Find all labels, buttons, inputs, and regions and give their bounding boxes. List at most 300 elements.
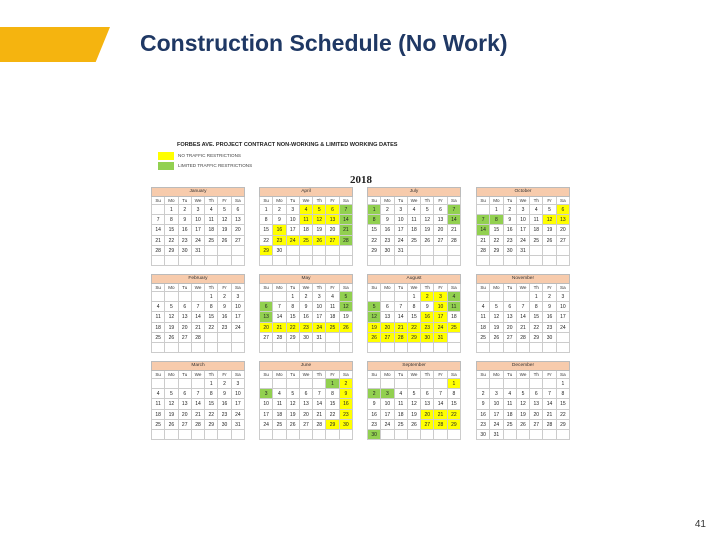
day-cell: 31 [517,246,530,256]
month-name: September [367,361,461,371]
day-cell: 14 [340,215,353,225]
day-cell: 16 [477,410,490,420]
day-cell: 9 [477,399,490,409]
day-cell: 26 [490,333,503,343]
weekday-label: Fr [326,284,339,292]
empty-day-cell [448,343,461,353]
day-cell: 4 [504,389,517,399]
day-cell: 27 [557,236,570,246]
weekday-label: Fr [543,284,556,292]
empty-day-cell [192,379,205,389]
day-cell: 15 [165,225,178,235]
day-cell: 20 [300,410,313,420]
empty-day-cell [313,343,326,353]
weekday-label: Tu [287,371,300,379]
day-cell: 29 [326,420,339,430]
day-cell: 23 [300,323,313,333]
day-cell: 30 [381,246,394,256]
day-cell: 1 [448,379,461,389]
day-cell: 23 [543,323,556,333]
day-cell: 8 [260,215,273,225]
empty-day-cell [165,379,178,389]
day-cell: 30 [504,246,517,256]
empty-day-cell [218,256,231,266]
day-cell: 15 [287,312,300,322]
day-cell: 7 [192,302,205,312]
day-cell: 30 [477,430,490,440]
day-cell: 17 [395,225,408,235]
empty-day-cell [421,256,434,266]
month-may [259,274,353,353]
day-cell: 2 [477,389,490,399]
weekday-label: We [408,197,421,205]
empty-day-cell [490,343,503,353]
day-cell: 28 [192,333,205,343]
weekday-label: Sa [232,284,245,292]
empty-day-cell [530,256,543,266]
day-cell: 8 [205,302,218,312]
day-cell: 14 [517,312,530,322]
empty-day-cell [152,256,165,266]
empty-day-cell [448,256,461,266]
month-january [151,187,245,266]
month-name: April [259,187,353,197]
empty-day-cell [434,343,447,353]
day-cell: 9 [421,302,434,312]
day-cell: 26 [340,323,353,333]
day-cell: 19 [165,410,178,420]
weekday-label: Su [152,371,165,379]
day-cell: 30 [218,420,231,430]
empty-day-cell [477,256,490,266]
weekday-label: Fr [326,197,339,205]
day-cell: 15 [260,225,273,235]
empty-day-cell [287,379,300,389]
day-cell: 13 [530,399,543,409]
day-cell: 13 [557,215,570,225]
day-cell: 25 [326,323,339,333]
weekday-label: Su [477,284,490,292]
day-cell: 5 [340,292,353,302]
day-cell: 12 [340,302,353,312]
empty-day-cell [408,343,421,353]
day-cell: 24 [287,236,300,246]
empty-day-cell [273,430,286,440]
empty-day-cell [504,292,517,302]
day-cell: 14 [434,399,447,409]
day-cell: 5 [165,302,178,312]
empty-day-cell [517,343,530,353]
day-cell: 3 [287,205,300,215]
calendar-document [149,135,573,445]
day-cell: 1 [165,205,178,215]
empty-day-cell [192,292,205,302]
document-heading: FORBES AVE. PROJECT CONTRACT NON-WORKING & LIMITED WORKING DATES [177,142,398,148]
weekday-label: Mo [273,197,286,205]
day-cell: 30 [543,333,556,343]
weekday-label: Th [313,197,326,205]
day-cell: 21 [434,410,447,420]
day-cell: 3 [490,389,503,399]
day-cell: 20 [504,323,517,333]
weekday-label: Tu [504,197,517,205]
day-cell: 12 [408,399,421,409]
day-cell: 29 [368,246,381,256]
day-cell: 20 [326,225,339,235]
day-cell: 12 [287,399,300,409]
empty-day-cell [368,256,381,266]
weekday-label: Sa [448,284,461,292]
weekday-label: Tu [395,284,408,292]
day-cell: 7 [517,302,530,312]
day-cell: 18 [205,225,218,235]
month-june [259,361,353,440]
day-cell: 14 [273,312,286,322]
weekday-label: Th [530,371,543,379]
day-cell: 12 [490,312,503,322]
day-cell: 30 [300,333,313,343]
month-days-grid [476,371,570,440]
day-cell: 16 [368,410,381,420]
day-cell: 14 [152,225,165,235]
day-cell: 19 [313,225,326,235]
day-cell: 28 [477,246,490,256]
weekday-label: Mo [381,371,394,379]
empty-day-cell [300,256,313,266]
weekday-label: Su [152,197,165,205]
day-cell: 26 [165,420,178,430]
day-cell: 23 [340,410,353,420]
day-cell: 6 [434,205,447,215]
empty-day-cell [287,256,300,266]
day-cell: 31 [232,420,245,430]
day-cell: 8 [326,389,339,399]
day-cell: 29 [287,333,300,343]
empty-day-cell [395,430,408,440]
day-cell: 2 [421,292,434,302]
day-cell: 11 [273,399,286,409]
day-cell: 16 [300,312,313,322]
day-cell: 25 [300,236,313,246]
day-cell: 15 [408,312,421,322]
weekday-label: Tu [395,197,408,205]
empty-day-cell [287,343,300,353]
weekday-label: Mo [273,284,286,292]
weekday-label: Fr [434,371,447,379]
empty-day-cell [408,246,421,256]
day-cell: 20 [421,410,434,420]
empty-day-cell [300,430,313,440]
day-cell: 17 [287,225,300,235]
slide-title: Construction Schedule (No Work) [140,30,508,56]
day-cell: 29 [205,420,218,430]
day-cell: 24 [490,420,503,430]
day-cell: 1 [408,292,421,302]
month-august [367,274,461,353]
day-cell: 17 [517,225,530,235]
day-cell: 21 [395,323,408,333]
day-cell: 11 [408,215,421,225]
empty-day-cell [530,430,543,440]
month-july [367,187,461,266]
weekday-label: Th [530,284,543,292]
day-cell: 29 [408,333,421,343]
day-cell: 2 [368,389,381,399]
day-cell: 9 [368,399,381,409]
day-cell: 1 [287,292,300,302]
day-cell: 17 [381,410,394,420]
day-cell: 25 [205,236,218,246]
weekday-label: Th [530,197,543,205]
empty-day-cell [490,379,503,389]
empty-day-cell [192,430,205,440]
empty-day-cell [260,256,273,266]
legend-limited-restrictions [158,161,252,170]
day-cell: 3 [395,205,408,215]
day-cell: 8 [165,215,178,225]
empty-day-cell [408,379,421,389]
day-cell: 27 [434,236,447,246]
empty-day-cell [287,430,300,440]
day-cell: 6 [381,302,394,312]
day-cell: 16 [179,225,192,235]
weekday-label: Mo [490,371,503,379]
day-cell: 7 [192,389,205,399]
empty-day-cell [232,430,245,440]
weekday-label: Sa [340,371,353,379]
day-cell: 28 [395,333,408,343]
day-cell: 23 [218,323,231,333]
weekday-label: We [408,284,421,292]
empty-day-cell [165,292,178,302]
empty-day-cell [287,246,300,256]
empty-day-cell [448,430,461,440]
day-cell: 16 [218,399,231,409]
empty-day-cell [179,256,192,266]
empty-day-cell [557,343,570,353]
day-cell: 8 [448,389,461,399]
day-cell: 6 [504,302,517,312]
day-cell: 7 [313,389,326,399]
day-cell: 4 [300,205,313,215]
day-cell: 28 [192,420,205,430]
day-cell: 3 [313,292,326,302]
day-cell: 20 [232,225,245,235]
day-cell: 25 [408,236,421,246]
empty-day-cell [260,430,273,440]
day-cell: 30 [273,246,286,256]
day-cell: 22 [205,323,218,333]
empty-day-cell [326,256,339,266]
legend-no-restrictions [158,151,241,160]
empty-day-cell [273,379,286,389]
empty-day-cell [504,343,517,353]
weekday-label: Su [368,371,381,379]
day-cell: 7 [477,215,490,225]
day-cell: 17 [260,410,273,420]
weekday-label: We [517,197,530,205]
day-cell: 16 [421,312,434,322]
day-cell: 6 [326,205,339,215]
day-cell: 20 [381,323,394,333]
empty-day-cell [260,292,273,302]
day-cell: 27 [421,420,434,430]
day-cell: 4 [395,389,408,399]
day-cell: 22 [287,323,300,333]
empty-day-cell [218,343,231,353]
empty-day-cell [218,246,231,256]
day-cell: 24 [517,236,530,246]
weekday-label: Sa [448,197,461,205]
weekday-label: Sa [232,197,245,205]
empty-day-cell [326,430,339,440]
day-cell: 18 [530,225,543,235]
empty-day-cell [152,292,165,302]
month-days-grid [259,197,353,266]
day-cell: 27 [232,236,245,246]
empty-day-cell [260,379,273,389]
empty-day-cell [165,343,178,353]
day-cell: 21 [517,323,530,333]
day-cell: 18 [152,323,165,333]
day-cell: 22 [165,236,178,246]
day-cell: 25 [395,420,408,430]
day-cell: 24 [434,323,447,333]
day-cell: 23 [218,410,231,420]
day-cell: 8 [205,389,218,399]
weekday-label: Su [260,284,273,292]
day-cell: 2 [504,205,517,215]
month-name: August [367,274,461,284]
weekday-label: Fr [543,197,556,205]
day-cell: 8 [368,215,381,225]
empty-day-cell [421,343,434,353]
day-cell: 5 [543,205,556,215]
empty-day-cell [504,379,517,389]
day-cell: 29 [448,420,461,430]
empty-day-cell [368,379,381,389]
weekday-label: Sa [557,371,570,379]
day-cell: 19 [287,410,300,420]
empty-day-cell [218,430,231,440]
day-cell: 7 [152,215,165,225]
day-cell: 11 [448,302,461,312]
empty-day-cell [313,256,326,266]
day-cell: 2 [273,205,286,215]
empty-day-cell [381,379,394,389]
empty-day-cell [543,343,556,353]
weekday-label: Mo [381,284,394,292]
empty-day-cell [165,256,178,266]
day-cell: 14 [313,399,326,409]
day-cell: 14 [448,215,461,225]
weekday-label: We [300,371,313,379]
day-cell: 24 [395,236,408,246]
calendar-year: 2018 [350,174,372,186]
empty-day-cell [517,379,530,389]
day-cell: 28 [273,333,286,343]
empty-day-cell [557,256,570,266]
day-cell: 19 [543,225,556,235]
weekday-label: We [300,284,313,292]
empty-day-cell [340,246,353,256]
day-cell: 15 [368,225,381,235]
day-cell: 11 [477,312,490,322]
weekday-label: Mo [165,371,178,379]
day-cell: 23 [368,420,381,430]
empty-day-cell [192,343,205,353]
empty-day-cell [232,256,245,266]
day-cell: 20 [434,225,447,235]
empty-day-cell [313,379,326,389]
weekday-label: Fr [218,284,231,292]
day-cell: 16 [273,225,286,235]
empty-day-cell [340,343,353,353]
empty-day-cell [395,343,408,353]
day-cell: 11 [326,302,339,312]
day-cell: 2 [179,205,192,215]
weekday-label: We [408,371,421,379]
legend-label: NO TRAFFIC RESTRICTIONS [178,153,241,158]
day-cell: 27 [326,236,339,246]
day-cell: 12 [517,399,530,409]
day-cell: 8 [530,302,543,312]
day-cell: 21 [192,410,205,420]
day-cell: 6 [421,389,434,399]
empty-day-cell [421,430,434,440]
day-cell: 20 [557,225,570,235]
weekday-label: Su [368,197,381,205]
day-cell: 9 [381,215,394,225]
day-cell: 11 [504,399,517,409]
weekday-label: We [192,197,205,205]
day-cell: 8 [557,389,570,399]
day-cell: 16 [504,225,517,235]
day-cell: 21 [543,410,556,420]
day-cell: 19 [421,225,434,235]
day-cell: 10 [192,215,205,225]
empty-day-cell [273,343,286,353]
legend-swatch-green [158,162,174,170]
day-cell: 12 [543,215,556,225]
day-cell: 10 [557,302,570,312]
day-cell: 31 [192,246,205,256]
empty-day-cell [543,256,556,266]
day-cell: 25 [477,333,490,343]
day-cell: 3 [557,292,570,302]
month-september [367,361,461,440]
weekday-label: Tu [504,284,517,292]
day-cell: 4 [326,292,339,302]
day-cell: 18 [477,323,490,333]
day-cell: 18 [504,410,517,420]
weekday-label: Mo [490,284,503,292]
day-cell: 22 [408,323,421,333]
day-cell: 12 [165,312,178,322]
day-cell: 13 [179,312,192,322]
month-days-grid [259,284,353,353]
month-name: February [151,274,245,284]
day-cell: 7 [434,389,447,399]
day-cell: 2 [381,205,394,215]
empty-day-cell [232,246,245,256]
day-cell: 28 [313,420,326,430]
day-cell: 7 [273,302,286,312]
month-days-grid [151,197,245,266]
weekday-label: Su [260,197,273,205]
day-cell: 5 [165,389,178,399]
day-cell: 1 [260,205,273,215]
